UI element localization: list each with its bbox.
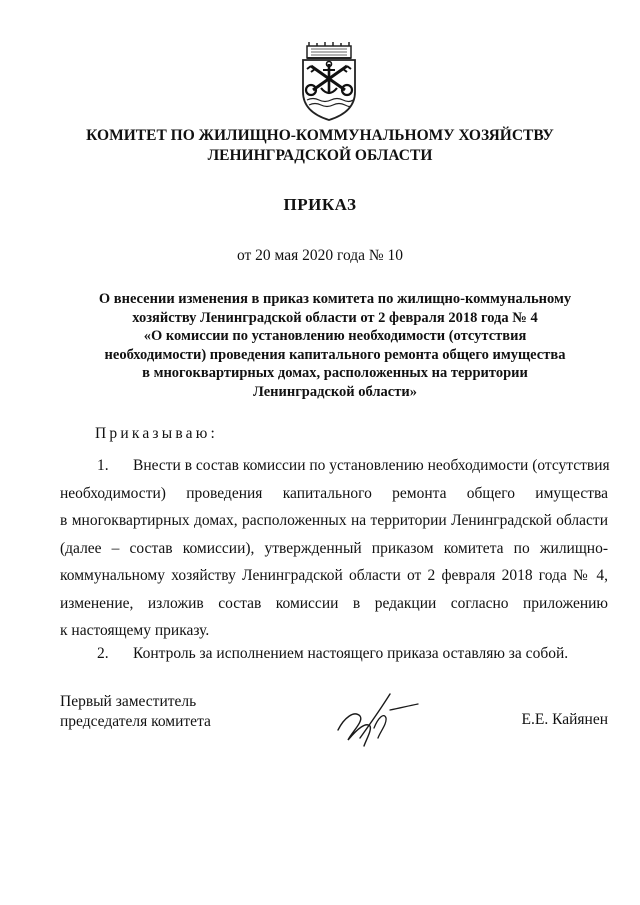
handwritten-signature-icon bbox=[330, 688, 425, 753]
position-line: председателя комитета bbox=[60, 713, 211, 730]
title-line: Ленинградской области» bbox=[253, 383, 417, 400]
paragraph-line: к настоящему приказу. bbox=[60, 622, 210, 639]
org-line-1: КОМИТЕТ ПО ЖИЛИЩНО-КОММУНАЛЬНОМУ ХОЗЯЙСТВУ bbox=[86, 127, 554, 144]
title-line: необходимости) проведения капитального ремонта общего имущества bbox=[104, 346, 566, 363]
paragraph-item-2 bbox=[60, 640, 608, 668]
coat-of-arms-icon bbox=[293, 42, 365, 122]
paragraph-line bbox=[60, 640, 608, 668]
title-line: хозяйству Ленинградской области от 2 февраля 2018 года № 4 bbox=[132, 309, 538, 326]
order-directive: Приказываю: bbox=[95, 425, 219, 442]
paragraph-item-1 bbox=[60, 452, 608, 645]
paragraph-line: (далее – состав комиссии), утвержденный приказом комитета по жилищно- bbox=[60, 539, 608, 557]
item-number: 2. bbox=[97, 645, 109, 662]
paragraph-line: изменение, изложив состав комиссии в редакции согласно приложению bbox=[60, 594, 608, 612]
document-type: ПРИКАЗ bbox=[283, 195, 357, 214]
paragraph-line: необходимости) проведения капитального ремонта общего имущества bbox=[60, 484, 608, 502]
order-date-number: от 20 мая 2020 года № 10 bbox=[236, 247, 404, 264]
order-title bbox=[0, 290, 640, 402]
title-line: в многоквартирных домах, расположенных на территории bbox=[142, 365, 528, 382]
paragraph-text: Внести в состав комиссии по установлению необходимости (отсутствия bbox=[133, 457, 610, 474]
item-number: 1. bbox=[97, 457, 109, 474]
organization-name bbox=[0, 126, 640, 166]
signatory-position bbox=[60, 692, 211, 732]
org-line-2: ЛЕНИНГРАДСКОЙ ОБЛАСТИ bbox=[207, 147, 433, 164]
position-line: Первый заместитель bbox=[60, 693, 197, 710]
paragraph-line bbox=[60, 452, 608, 480]
signer-name: Е.Е. Кайянен bbox=[521, 711, 608, 728]
paragraph-line: коммунальному хозяйству Ленинградской области от 2 февраля 2018 года № 4, bbox=[60, 567, 608, 584]
title-line: О внесении изменения в приказ комитета по жилищно-коммунальному bbox=[98, 291, 572, 307]
title-line: «О комиссии по установлению необходимости (отсутствия bbox=[143, 328, 527, 345]
paragraph-line: в многоквартирных домах, расположенных на территории Ленинградской области bbox=[60, 512, 608, 529]
paragraph-text: Контроль за исполнением настоящего приказа оставляю за собой. bbox=[133, 645, 569, 662]
